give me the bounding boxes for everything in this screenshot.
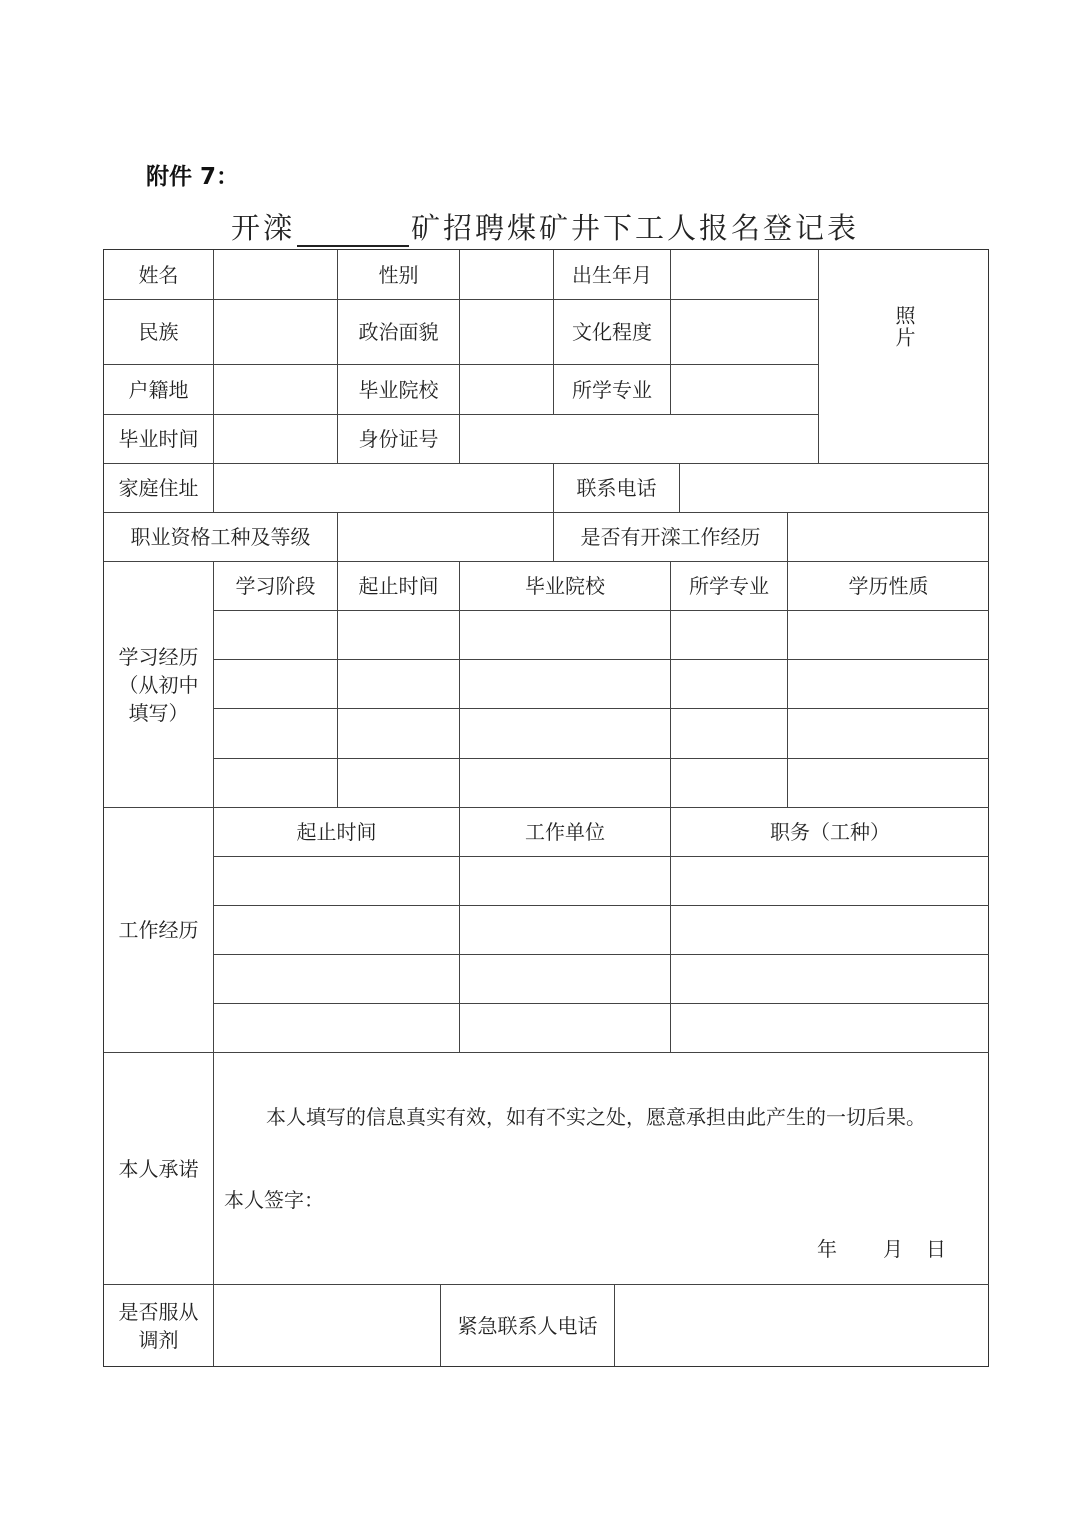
work-cell[interactable] <box>460 857 671 906</box>
work-cell[interactable] <box>460 955 671 1004</box>
study-cell[interactable] <box>460 660 671 709</box>
kailuan-exp-label: 是否有开滦工作经历 <box>554 513 788 562</box>
grad-time-label: 毕业时间 <box>104 415 214 464</box>
study-cell[interactable] <box>788 759 989 808</box>
address-field[interactable] <box>214 464 554 513</box>
study-cell[interactable] <box>338 660 460 709</box>
study-header-period: 起止时间 <box>338 562 460 611</box>
kailuan-exp-field[interactable] <box>788 513 989 562</box>
major-field[interactable] <box>671 365 819 415</box>
work-header-position: 职务（工种） <box>671 808 989 857</box>
work-header-employer: 工作单位 <box>460 808 671 857</box>
work-cell[interactable] <box>460 906 671 955</box>
qualification-label: 职业资格工种及等级 <box>104 513 338 562</box>
promise-statement: 本人填写的信息真实有效，如有不实之处，愿意承担由此产生的一切后果。 <box>266 1105 926 1129</box>
study-cell[interactable] <box>671 611 788 660</box>
work-cell[interactable] <box>671 906 989 955</box>
study-cell[interactable] <box>338 709 460 759</box>
study-header-school: 毕业院校 <box>460 562 671 611</box>
signature-date[interactable] <box>794 1235 946 1263</box>
study-cell[interactable] <box>460 759 671 808</box>
signature-label: 本人签字： <box>224 1188 324 1212</box>
gender-field[interactable] <box>460 250 554 300</box>
grad-time-field[interactable] <box>214 415 338 464</box>
study-cell[interactable] <box>671 660 788 709</box>
work-cell[interactable] <box>214 857 460 906</box>
study-cell[interactable] <box>788 709 989 759</box>
title-prefix: 开滦 <box>230 211 295 245</box>
work-cell[interactable] <box>214 906 460 955</box>
birth-field[interactable] <box>671 250 819 300</box>
adjust-label: 是否服从调剂 <box>104 1285 214 1366</box>
study-cell[interactable] <box>214 759 338 808</box>
phone-field[interactable] <box>680 464 989 513</box>
mine-name-blank[interactable] <box>297 215 409 247</box>
date-day-label: 日 <box>926 1237 946 1261</box>
id-number-label: 身份证号 <box>338 415 460 464</box>
study-cell[interactable] <box>671 709 788 759</box>
study-cell[interactable] <box>338 611 460 660</box>
title-suffix: 矿招聘煤矿井下工人报名登记表 <box>411 211 860 245</box>
work-cell[interactable] <box>671 955 989 1004</box>
date-year-label: 年 <box>817 1237 837 1261</box>
study-cell[interactable] <box>460 611 671 660</box>
emergency-field[interactable] <box>615 1285 989 1366</box>
work-cell[interactable] <box>214 955 460 1004</box>
work-cell[interactable] <box>671 857 989 906</box>
attachment-label: 附件 7： <box>146 164 240 190</box>
political-field[interactable] <box>460 300 554 365</box>
emergency-label: 紧急联系人电话 <box>441 1285 615 1366</box>
work-section-label: 工作经历 <box>104 808 214 1053</box>
adjust-field[interactable] <box>214 1285 441 1366</box>
study-cell[interactable] <box>788 611 989 660</box>
study-header-stage: 学习阶段 <box>214 562 338 611</box>
political-label: 政治面貌 <box>338 300 460 365</box>
study-header-major: 所学专业 <box>671 562 788 611</box>
registration-form <box>103 249 989 1367</box>
study-section-label: 学习经历（从初中填写） <box>104 562 214 808</box>
hukou-field[interactable] <box>214 365 338 415</box>
work-cell[interactable] <box>460 1004 671 1053</box>
hukou-label: 户籍地 <box>104 365 214 415</box>
ethnicity-label: 民族 <box>104 300 214 365</box>
study-cell[interactable] <box>214 709 338 759</box>
education-level-field[interactable] <box>671 300 819 365</box>
major-label: 所学专业 <box>554 365 671 415</box>
birth-label: 出生年月 <box>554 250 671 300</box>
study-cell[interactable] <box>788 660 989 709</box>
work-header-period: 起止时间 <box>214 808 460 857</box>
work-cell[interactable] <box>214 1004 460 1053</box>
date-month-label: 月 <box>883 1237 903 1261</box>
study-cell[interactable] <box>671 759 788 808</box>
address-label: 家庭住址 <box>104 464 214 513</box>
gender-label: 性别 <box>338 250 460 300</box>
promise-area <box>214 1053 989 1285</box>
school-label: 毕业院校 <box>338 365 460 415</box>
work-cell[interactable] <box>671 1004 989 1053</box>
study-cell[interactable] <box>214 611 338 660</box>
photo-box[interactable] <box>819 250 989 464</box>
id-number-field[interactable] <box>460 415 819 464</box>
form-title <box>0 206 1080 247</box>
study-cell[interactable] <box>338 759 460 808</box>
ethnicity-field[interactable] <box>214 300 338 365</box>
education-level-label: 文化程度 <box>554 300 671 365</box>
qualification-field[interactable] <box>338 513 554 562</box>
school-field[interactable] <box>460 365 554 415</box>
study-cell[interactable] <box>214 660 338 709</box>
name-field[interactable] <box>214 250 338 300</box>
photo-label: 照片 <box>892 304 916 349</box>
name-label: 姓名 <box>104 250 214 300</box>
promise-section-label: 本人承诺 <box>104 1053 214 1285</box>
phone-label: 联系电话 <box>554 464 680 513</box>
study-header-degree-type: 学历性质 <box>788 562 989 611</box>
study-cell[interactable] <box>460 709 671 759</box>
